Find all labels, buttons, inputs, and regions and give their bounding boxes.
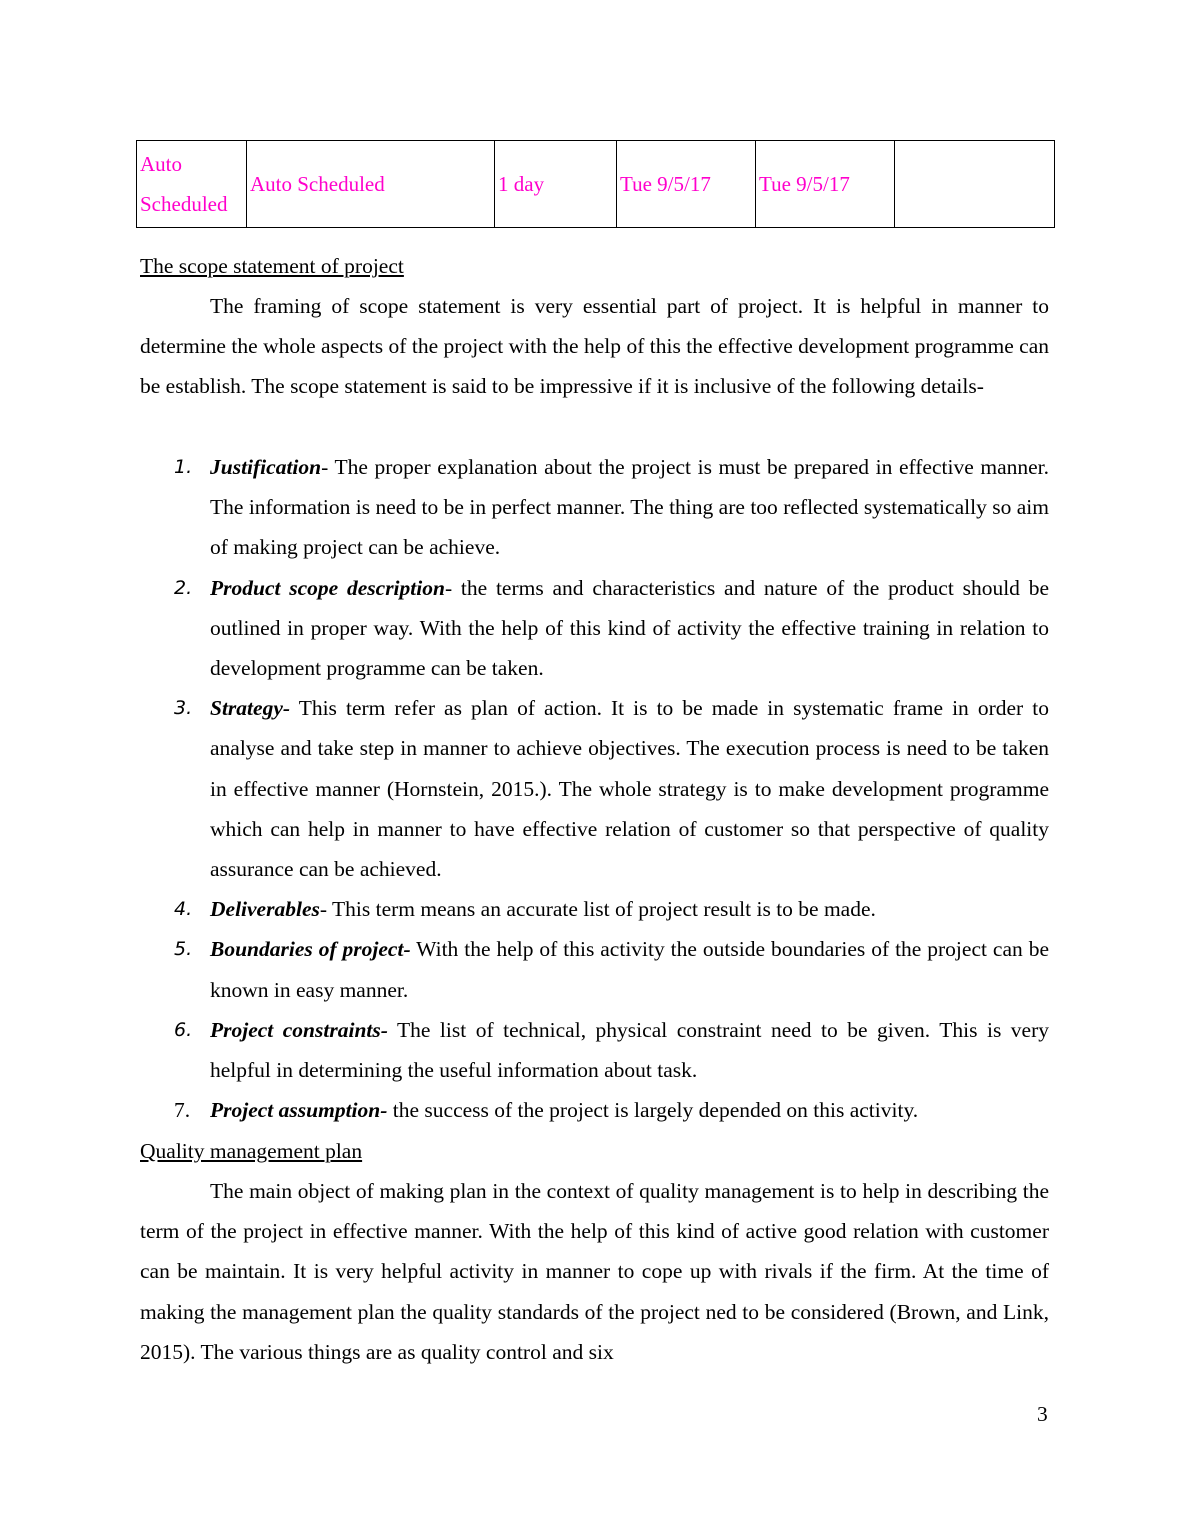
table-cell-mode-2: Auto Scheduled (247, 141, 495, 228)
list-text: This term refer as plan of action. It is to be made in systematic frame in order to analyse and take step in manner to achieve objectives. The execution process is need to be taken in effective manner (Hornstein, 2015.). The whole strategy is to make development programme which can help in manner to have effective relation of customer so that perspective of quality assurance can be achieved. (210, 696, 1049, 882)
list-term: Project constraints- (210, 1017, 388, 1042)
list-number: 7. (174, 1098, 191, 1123)
list-item (140, 688, 1049, 889)
page-number: 3 (1037, 1402, 1048, 1426)
list-term: Boundaries of project- (210, 937, 411, 962)
quality-paragraph: The main object of making plan in the context of quality management is to help in describing the term of the project in effective manner. With the help of this kind of active good relation with customer can be maintain. It is very helpful activity in manner to cope up with rivals if the firm. At the time of making the management plan the quality standards of the project ned to be considered (Brown, and Link, 2015). The various things are as quality control and six (140, 1179, 1049, 1364)
scope-details-list (140, 447, 1049, 1130)
list-term: Project assumption- (210, 1098, 388, 1123)
list-text: - This term means an accurate list of project result is to be made. (319, 897, 876, 922)
table-cell-finish: Tue 9/5/17 (756, 141, 895, 228)
list-number: 2. (174, 576, 193, 599)
section-heading-scope: The scope statement of project (140, 254, 404, 278)
list-item (140, 1010, 1049, 1090)
list-item (140, 929, 1049, 1009)
list-term: Product scope description (210, 575, 445, 600)
list-term: Justification (210, 455, 322, 479)
list-item (140, 568, 1049, 689)
list-text: the success of the project is largely depended on this activity. (387, 1098, 919, 1123)
table-cell-start: Tue 9/5/17 (617, 141, 756, 228)
table-cell-duration: 1 day (495, 141, 617, 228)
list-term: Deliverables (210, 897, 320, 922)
scope-intro-paragraph: The framing of scope statement is very essential part of project. It is helpful in manner to determine the whole aspects of the project with the help of this the effective development programme can be establish. The scope statement is said to be impressive if it is inclusive of the following details- (140, 294, 1049, 399)
table-cell-empty (895, 141, 1055, 228)
table-row (137, 141, 1055, 228)
list-number: 6. (174, 1018, 193, 1041)
table-cell-mode: Auto Scheduled (137, 141, 247, 228)
list-text: - The proper explanation about the project is must be prepared in effective manner. The information is need to be in perfect manner. The thing are too reflected systematically so aim of making project can be achieve. (210, 455, 1049, 560)
list-number: 4. (174, 898, 193, 921)
list-item (140, 889, 1049, 929)
list-text: The list of technical, physical constraint need to be given. This is very helpful in determining the useful information about task. (210, 1017, 1049, 1083)
section-heading-quality: Quality management plan (140, 1139, 363, 1163)
list-text: - the terms and characteristics and nature of the product should be outlined in proper way. With the help of this kind of activity the effective training in relation to development programme can be taken. (210, 575, 1050, 681)
list-number: 1. (174, 456, 193, 478)
list-item (140, 447, 1049, 568)
list-text: With the help of this activity the outside boundaries of the project can be known in easy manner. (210, 937, 1049, 1002)
list-number: 5. (174, 938, 193, 961)
list-number: 3. (174, 697, 193, 720)
schedule-table (136, 140, 1055, 228)
list-item (140, 1090, 1049, 1130)
list-term: Strategy- (210, 696, 291, 721)
